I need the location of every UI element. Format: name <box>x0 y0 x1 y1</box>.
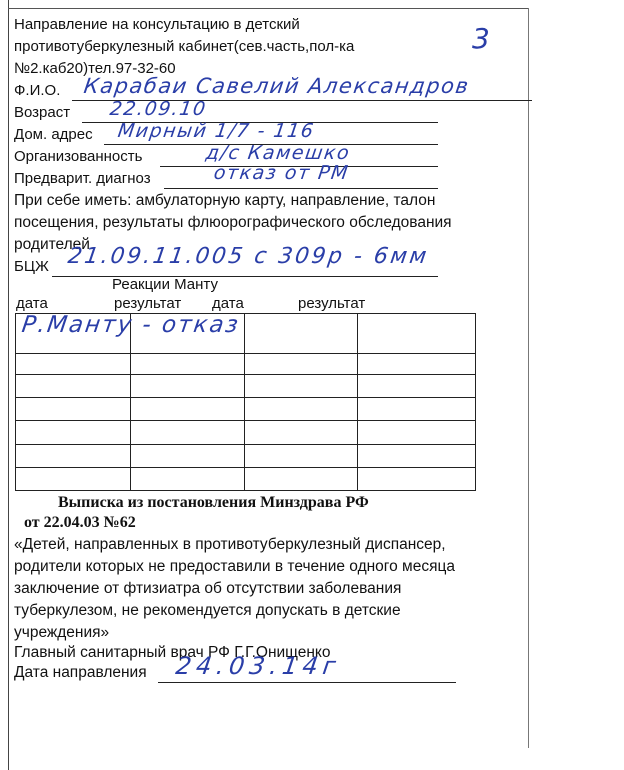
bring-line-1: При себе иметь: амбулаторную карту, направление, талон <box>14 192 436 209</box>
org-label: Организованность <box>14 148 143 165</box>
bcg-underline <box>52 276 438 277</box>
excerpt-line-2: родители которых не предоставили в течение одного месяца <box>14 558 455 575</box>
mantoux-row <box>16 444 476 467</box>
diagnosis-underline <box>164 188 438 189</box>
excerpt-signature: Главный санитарный врач РФ Г.Г.Онищенко <box>14 644 331 661</box>
mantoux-header-result-2: результат <box>298 295 366 312</box>
page-border-top <box>8 8 528 9</box>
mantoux-row <box>16 467 476 490</box>
page-number: 3 <box>472 22 490 55</box>
mantoux-row <box>16 354 476 375</box>
mantoux-row <box>16 421 476 444</box>
excerpt-line-5: учреждения» <box>14 624 110 641</box>
diagnosis-label: Предварит. диагноз <box>14 170 151 187</box>
mantoux-header-date-2: дата <box>212 295 244 312</box>
org-value: д/с Камешко <box>204 142 352 164</box>
referral-date-label: Дата направления <box>14 664 147 681</box>
diagnosis-value: отказ от РМ <box>212 162 351 184</box>
bcg-label: БЦЖ <box>14 258 49 275</box>
mantoux-refusal-note: Р.Манту - отказ <box>20 312 242 338</box>
age-label: Возраст <box>14 104 71 121</box>
referral-date-value: 24.03.14г <box>174 652 343 680</box>
fio-value: Карабаи Савелий Александров <box>82 74 472 98</box>
referral-date-underline <box>158 682 456 683</box>
header-line-3: №2.каб20)тел.97-32-60 <box>14 60 176 77</box>
header-line-2: противотуберкулезный кабинет(сев.часть,пол-ка <box>14 38 355 55</box>
header-line-1: Направление на консультацию в детский <box>14 16 300 33</box>
mantoux-table <box>15 313 476 491</box>
page-border-right <box>528 8 529 748</box>
excerpt-line-3: заключение от фтизиатра об отсутствии заболевания <box>14 580 402 597</box>
mantoux-header-result-1: результат <box>114 295 182 312</box>
mantoux-title: Реакции Манту <box>112 276 218 293</box>
address-value: Мирный 1/7 - 116 <box>116 120 316 142</box>
excerpt-line-1: «Детей, направленных в противотуберкулезный диспансер, <box>14 536 446 553</box>
mantoux-row <box>16 375 476 398</box>
address-label: Дом. адрес <box>14 126 93 143</box>
mantoux-header-date-1: дата <box>16 295 48 312</box>
page-border-left <box>8 0 9 770</box>
excerpt-title-2: от 22.04.03 №62 <box>24 514 136 531</box>
bring-line-3: родителей. <box>14 236 95 253</box>
excerpt-line-4: туберкулезом, не рекомендуется допускать в детские <box>14 602 401 619</box>
bcg-value: 21.09.11.005 с 309р - 6мм <box>66 244 431 269</box>
mantoux-row <box>16 398 476 421</box>
bring-line-2: посещения, результаты флюорографического обследования <box>14 214 452 231</box>
age-value: 22.09.10 <box>108 98 209 120</box>
fio-label: Ф.И.О. <box>14 82 61 99</box>
excerpt-title-1: Выписка из постановления Минздрава РФ <box>58 494 369 511</box>
